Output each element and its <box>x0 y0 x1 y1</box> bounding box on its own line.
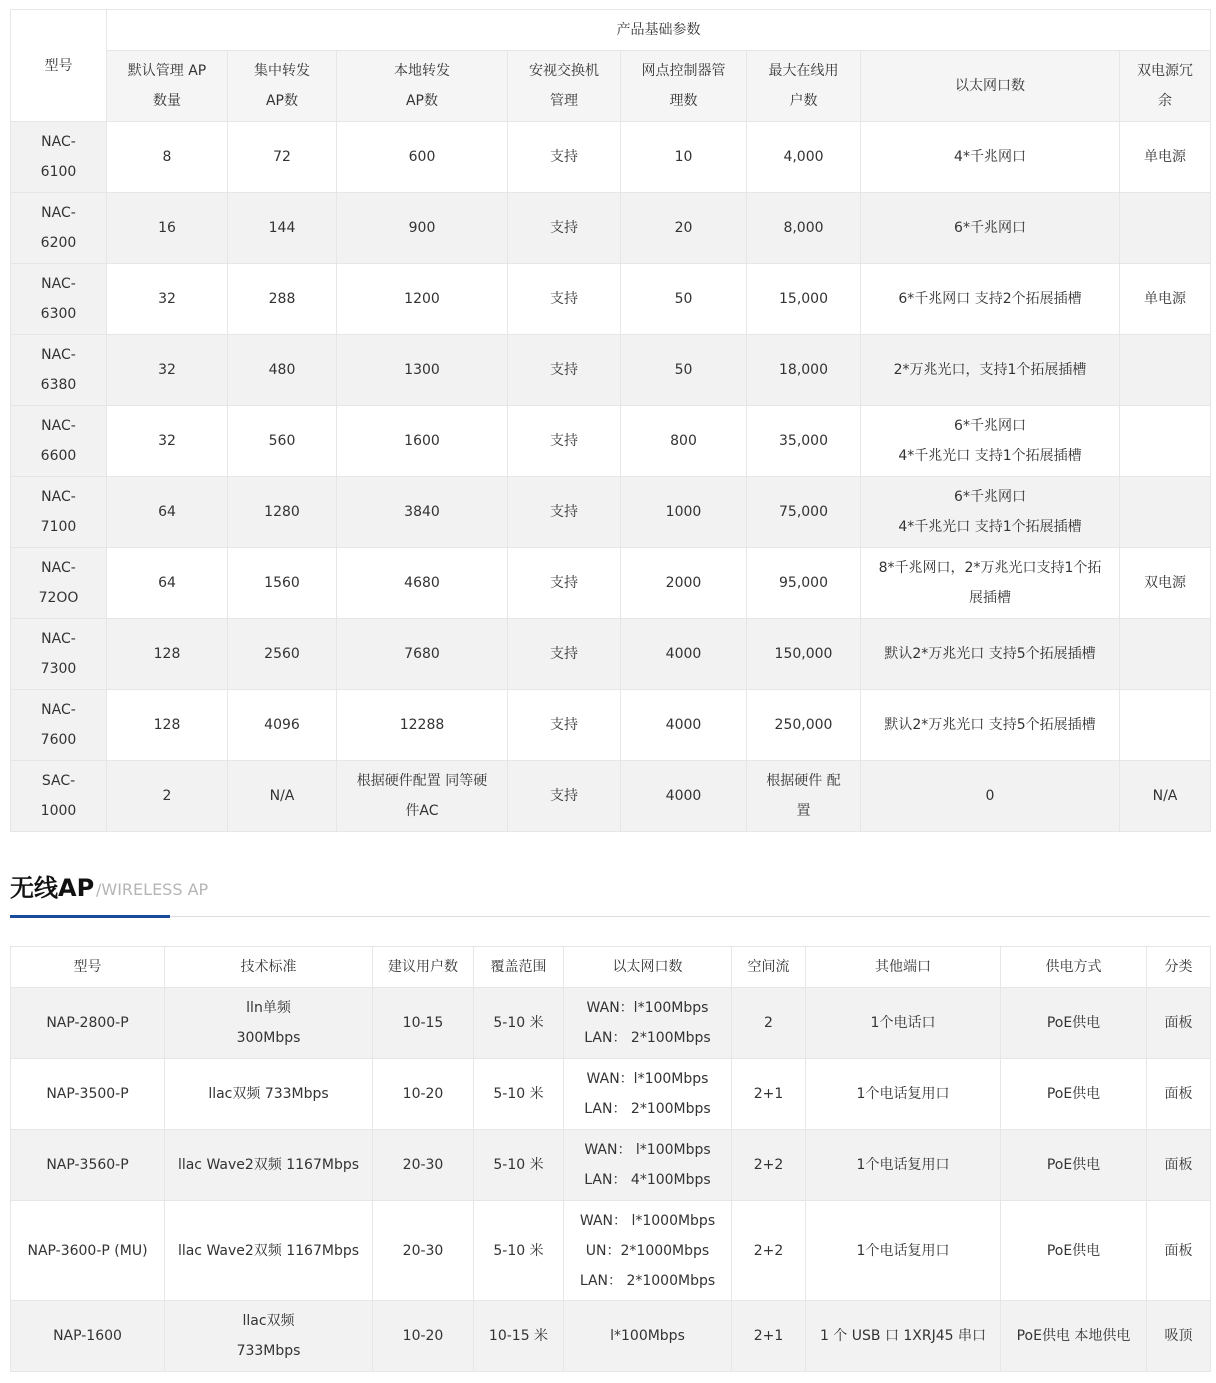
header-switch-mgmt: 安视交换机 管理 <box>508 51 621 122</box>
cell-dual-power <box>1120 193 1211 264</box>
ap-header-other-ports: 其他端口 <box>806 947 1001 988</box>
cell-max-users: 95,000 <box>747 548 861 619</box>
ap-cell-streams: 2+2 <box>732 1201 806 1301</box>
section-accent-bar <box>10 915 170 918</box>
table-row <box>11 619 1211 690</box>
cell-dual-power <box>1120 619 1211 690</box>
cell-default-ap: 16 <box>107 193 228 264</box>
cell-max-users: 4,000 <box>747 122 861 193</box>
ap-header-model: 型号 <box>11 947 165 988</box>
cell-central-ap: 2560 <box>228 619 337 690</box>
ap-cell-model: NAP-1600 <box>11 1301 165 1372</box>
table-row <box>11 264 1211 335</box>
cell-model: NAC- 7600 <box>11 690 107 761</box>
ap-cell-other-ports: 1 个 USB 口 1XRJ45 串口 <box>806 1301 1001 1372</box>
cell-switch-mgmt: 支持 <box>508 335 621 406</box>
table-row <box>11 1059 1211 1130</box>
cell-branch-ctrl: 50 <box>621 335 747 406</box>
cell-model: NAC- 7300 <box>11 619 107 690</box>
cell-local-ap: 1300 <box>337 335 508 406</box>
cell-dual-power <box>1120 690 1211 761</box>
ap-header-users: 建议用户数 <box>373 947 474 988</box>
cell-switch-mgmt: 支持 <box>508 122 621 193</box>
cell-model: NAC- 6200 <box>11 193 107 264</box>
ap-cell-standard: llac Wave2双频 1167Mbps <box>165 1201 373 1301</box>
ap-header-streams: 空间流 <box>732 947 806 988</box>
cell-max-users: 18,000 <box>747 335 861 406</box>
cell-central-ap: 72 <box>228 122 337 193</box>
section-title: 无线AP <box>10 874 95 902</box>
ap-cell-model: NAP-2800-P <box>11 988 165 1059</box>
cell-central-ap: 480 <box>228 335 337 406</box>
cell-central-ap: 144 <box>228 193 337 264</box>
ap-cell-other-ports: 1个电话口 <box>806 988 1001 1059</box>
cell-local-ap: 900 <box>337 193 508 264</box>
cell-ethernet-ports: 默认2*万兆光口 支持5个拓展插槽 <box>861 690 1120 761</box>
cell-central-ap: 1560 <box>228 548 337 619</box>
cell-ethernet-ports: 6*千兆网口 4*千兆光口 支持1个拓展插槽 <box>861 406 1120 477</box>
cell-branch-ctrl: 50 <box>621 264 747 335</box>
ap-cell-users: 20-30 <box>373 1201 474 1301</box>
table-row <box>11 122 1211 193</box>
ap-cell-type: 吸顶 <box>1147 1301 1211 1372</box>
header-model: 型号 <box>11 10 107 122</box>
ap-cell-range: 5-10 米 <box>474 1130 564 1201</box>
cell-branch-ctrl: 2000 <box>621 548 747 619</box>
cell-ethernet-ports: 默认2*万兆光口 支持5个拓展插槽 <box>861 619 1120 690</box>
cell-local-ap: 12288 <box>337 690 508 761</box>
table-row <box>11 477 1211 548</box>
cell-local-ap: 7680 <box>337 619 508 690</box>
cell-ethernet-ports: 0 <box>861 761 1120 832</box>
cell-ethernet-ports: 6*千兆网口 支持2个拓展插槽 <box>861 264 1120 335</box>
ap-cell-model: NAP-3600-P (MU) <box>11 1201 165 1301</box>
ap-cell-model: NAP-3560-P <box>11 1130 165 1201</box>
cell-branch-ctrl: 20 <box>621 193 747 264</box>
cell-local-ap: 600 <box>337 122 508 193</box>
cell-switch-mgmt: 支持 <box>508 406 621 477</box>
ap-cell-type: 面板 <box>1147 1059 1211 1130</box>
ap-cell-ports: l*100Mbps <box>564 1301 732 1372</box>
table-row <box>11 548 1211 619</box>
cell-switch-mgmt: 支持 <box>508 193 621 264</box>
table-row <box>11 1301 1211 1372</box>
table-row <box>11 1130 1211 1201</box>
table-row <box>11 761 1211 832</box>
cell-local-ap: 1200 <box>337 264 508 335</box>
ap-cell-power: PoE供电 <box>1001 1059 1147 1130</box>
cell-branch-ctrl: 4000 <box>621 761 747 832</box>
section-header-wireless-ap <box>10 868 1210 917</box>
table-row <box>11 1201 1211 1301</box>
table-row <box>11 988 1211 1059</box>
ap-header-standard: 技术标准 <box>165 947 373 988</box>
cell-branch-ctrl: 1000 <box>621 477 747 548</box>
ap-cell-streams: 2+1 <box>732 1301 806 1372</box>
table-row <box>11 193 1211 264</box>
cell-ethernet-ports: 6*千兆网口 4*千兆光口 支持1个拓展插槽 <box>861 477 1120 548</box>
ap-cell-users: 10-20 <box>373 1301 474 1372</box>
cell-central-ap: 560 <box>228 406 337 477</box>
cell-model: NAC- 6100 <box>11 122 107 193</box>
cell-switch-mgmt: 支持 <box>508 690 621 761</box>
ap-cell-range: 5-10 米 <box>474 1059 564 1130</box>
ap-cell-power: PoE供电 本地供电 <box>1001 1301 1147 1372</box>
cell-default-ap: 32 <box>107 406 228 477</box>
ap-cell-range: 5-10 米 <box>474 988 564 1059</box>
ap-cell-range: 5-10 米 <box>474 1201 564 1301</box>
table-row <box>11 335 1211 406</box>
cell-ethernet-ports: 2*万兆光口，支持1个拓展插槽 <box>861 335 1120 406</box>
cell-switch-mgmt: 支持 <box>508 548 621 619</box>
ap-cell-standard: llac双频 733Mbps <box>165 1301 373 1372</box>
cell-branch-ctrl: 800 <box>621 406 747 477</box>
header-ethernet-ports: 以太网口数 <box>861 51 1120 122</box>
ap-cell-standard: llac Wave2双频 1167Mbps <box>165 1130 373 1201</box>
cell-max-users: 35,000 <box>747 406 861 477</box>
ap-cell-model: NAP-3500-P <box>11 1059 165 1130</box>
ap-cell-ports: WAN：l*100Mbps LAN： 2*100Mbps <box>564 988 732 1059</box>
cell-local-ap: 3840 <box>337 477 508 548</box>
cell-ethernet-ports: 6*千兆网口 <box>861 193 1120 264</box>
ap-cell-power: PoE供电 <box>1001 1130 1147 1201</box>
ap-cell-range: 10-15 米 <box>474 1301 564 1372</box>
cell-local-ap: 根据硬件配置 同等硬 件AC <box>337 761 508 832</box>
cell-ethernet-ports: 8*千兆网口，2*万兆光口支持1个拓 展插槽 <box>861 548 1120 619</box>
cell-max-users: 15,000 <box>747 264 861 335</box>
table-row <box>11 690 1211 761</box>
ap-cell-users: 10-15 <box>373 988 474 1059</box>
cell-default-ap: 64 <box>107 477 228 548</box>
cell-max-users: 150,000 <box>747 619 861 690</box>
header-group: 产品基础参数 <box>107 10 1211 51</box>
ap-cell-power: PoE供电 <box>1001 1201 1147 1301</box>
cell-switch-mgmt: 支持 <box>508 264 621 335</box>
cell-dual-power: 双电源 <box>1120 548 1211 619</box>
cell-local-ap: 1600 <box>337 406 508 477</box>
cell-switch-mgmt: 支持 <box>508 761 621 832</box>
ap-spec-table <box>10 946 1211 1372</box>
cell-dual-power: 单电源 <box>1120 264 1211 335</box>
cell-switch-mgmt: 支持 <box>508 619 621 690</box>
cell-model: SAC- 1000 <box>11 761 107 832</box>
ap-cell-streams: 2+2 <box>732 1130 806 1201</box>
cell-default-ap: 128 <box>107 619 228 690</box>
controller-spec-table <box>10 9 1211 832</box>
cell-dual-power <box>1120 406 1211 477</box>
cell-default-ap: 2 <box>107 761 228 832</box>
header-local-ap: 本地转发 AP数 <box>337 51 508 122</box>
ap-cell-users: 10-20 <box>373 1059 474 1130</box>
cell-model: NAC- 6380 <box>11 335 107 406</box>
cell-dual-power: 单电源 <box>1120 122 1211 193</box>
ap-cell-other-ports: 1个电话复用口 <box>806 1130 1001 1201</box>
cell-model: NAC- 6300 <box>11 264 107 335</box>
ap-cell-other-ports: 1个电话复用口 <box>806 1201 1001 1301</box>
cell-branch-ctrl: 4000 <box>621 619 747 690</box>
cell-central-ap: 288 <box>228 264 337 335</box>
cell-branch-ctrl: 10 <box>621 122 747 193</box>
header-branch-ctrl: 网点控制器管 理数 <box>621 51 747 122</box>
cell-max-users: 250,000 <box>747 690 861 761</box>
table-row <box>11 406 1211 477</box>
ap-cell-power: PoE供电 <box>1001 988 1147 1059</box>
ap-cell-users: 20-30 <box>373 1130 474 1201</box>
ap-cell-ports: WAN：l*100Mbps LAN： 2*100Mbps <box>564 1059 732 1130</box>
cell-central-ap: 1280 <box>228 477 337 548</box>
ap-cell-ports: WAN： l*100Mbps LAN： 4*100Mbps <box>564 1130 732 1201</box>
cell-local-ap: 4680 <box>337 548 508 619</box>
cell-max-users: 75,000 <box>747 477 861 548</box>
ap-cell-standard: lln单频 300Mbps <box>165 988 373 1059</box>
cell-model: NAC- 6600 <box>11 406 107 477</box>
cell-branch-ctrl: 4000 <box>621 690 747 761</box>
cell-dual-power <box>1120 335 1211 406</box>
cell-dual-power <box>1120 477 1211 548</box>
header-central-ap: 集中转发 AP数 <box>228 51 337 122</box>
ap-header-type: 分类 <box>1147 947 1211 988</box>
cell-default-ap: 64 <box>107 548 228 619</box>
ap-cell-type: 面板 <box>1147 988 1211 1059</box>
ap-cell-type: 面板 <box>1147 1130 1211 1201</box>
cell-default-ap: 32 <box>107 335 228 406</box>
cell-default-ap: 8 <box>107 122 228 193</box>
ap-cell-ports: WAN： l*1000Mbps UN：2*1000Mbps LAN： 2*1000Mbps <box>564 1201 732 1301</box>
ap-cell-other-ports: 1个电话复用口 <box>806 1059 1001 1130</box>
cell-default-ap: 32 <box>107 264 228 335</box>
cell-model: NAC- 7100 <box>11 477 107 548</box>
section-subtitle: /WIRELESS AP <box>96 880 209 899</box>
ap-header-ports: 以太网口数 <box>564 947 732 988</box>
ap-header-range: 覆盖范围 <box>474 947 564 988</box>
header-dual-power: 双电源冗 余 <box>1120 51 1211 122</box>
header-default-ap: 默认管理 AP 数量 <box>107 51 228 122</box>
ap-header-power: 供电方式 <box>1001 947 1147 988</box>
cell-default-ap: 128 <box>107 690 228 761</box>
header-max-users: 最大在线用 户数 <box>747 51 861 122</box>
cell-dual-power: N/A <box>1120 761 1211 832</box>
cell-central-ap: N/A <box>228 761 337 832</box>
ap-cell-standard: llac双频 733Mbps <box>165 1059 373 1130</box>
cell-max-users: 8,000 <box>747 193 861 264</box>
ap-cell-type: 面板 <box>1147 1201 1211 1301</box>
cell-ethernet-ports: 4*千兆网口 <box>861 122 1120 193</box>
cell-model: NAC- 72OO <box>11 548 107 619</box>
cell-max-users: 根据硬件 配 置 <box>747 761 861 832</box>
cell-central-ap: 4096 <box>228 690 337 761</box>
ap-cell-streams: 2+1 <box>732 1059 806 1130</box>
cell-switch-mgmt: 支持 <box>508 477 621 548</box>
ap-cell-streams: 2 <box>732 988 806 1059</box>
